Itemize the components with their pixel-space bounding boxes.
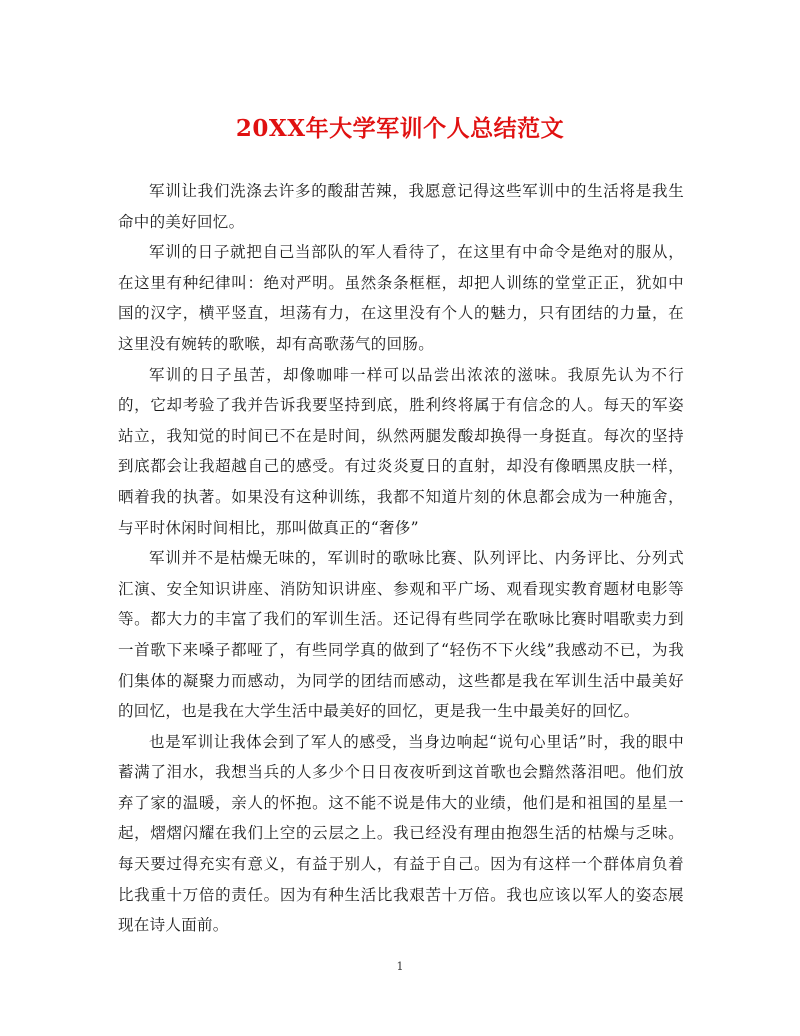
document-body — [118, 176, 684, 941]
page-number: 1 — [396, 960, 404, 973]
paragraph-2: 军训的日子就把自己当部队的军人看待了，在这里有中命令是绝对的服从，在这里有种纪律叫：绝对严明。虽然条条框框，却把人训练的堂堂正正，犹如中国的汉字，横平竖直，坦荡有力，在这里没有个人的魅力，只有团结的力量，在这里没有婉转的歌喉，却有高歌荡气的回肠。 — [118, 243, 684, 353]
paragraph-3: 军训的日子虽苦，却像咖啡一样可以品尝出浓浓的滋味。我原先认为不行的，它却考验了我并告诉我要坚持到底，胜利终将属于有信念的人。每天的军姿站立，我知觉的时间已不在是时间，纵然两腿发酸却换得一身挺直。每次的坚持到底都会让我超越自己的感受。有过炎炎夏日的直射，却没有像晒黑皮肤一样，晒着我的执著。如果没有这种训练，我都不知道片刻的休息都会成为一种施舍，与平时休闲时间相比，那叫做真正的“奢侈” — [118, 365, 684, 537]
paragraph-1: 军训让我们洗涤去许多的酸甜苦辣，我愿意记得这些军训中的生活将是我生命中的美好回忆。 — [118, 182, 684, 231]
document-title: 20XX年大学军训个人总结范文 — [235, 115, 565, 142]
paragraph-5: 也是军训让我体会到了军人的感受，当身边响起“说句心里话”时，我的眼中蓄满了泪水，我想当兵的人多少个日日夜夜听到这首歌也会黯然落泪吧。他们放弃了家的温暖，亲人的怀抱。这不能不说是伟大的业绩，他们是和祖国的星星一起，熠熠闪耀在我们上空的云层之上。我已经没有理由抱怨生活的枯燥与乏味。每天要过得充实有意义，有益于别人，有益于自己。因为有这样一个群体肩负着比我重十万倍的责任。因为有种生活比我艰苦十万倍。我也应该以军人的姿态展现在诗人面前。 — [118, 732, 684, 935]
paragraph-4: 军训并不是枯燥无味的，军训时的歌咏比赛、队列评比、内务评比、分列式汇演、安全知识讲座、消防知识讲座、参观和平广场、观看现实教育题材电影等等。都大力的丰富了我们的军训生活。还记得有些同学在歌咏比赛时唱歌卖力到一首歌下来嗓子都哑了，有些同学真的做到了“轻伤不下火线”我感动不已，为我们集体的凝聚力而感动，为同学的团结而感动，这些都是我在军训生活中最美好的回忆，也是我在大学生活中最美好的回忆，更是我一生中最美好的回忆。 — [118, 549, 684, 721]
